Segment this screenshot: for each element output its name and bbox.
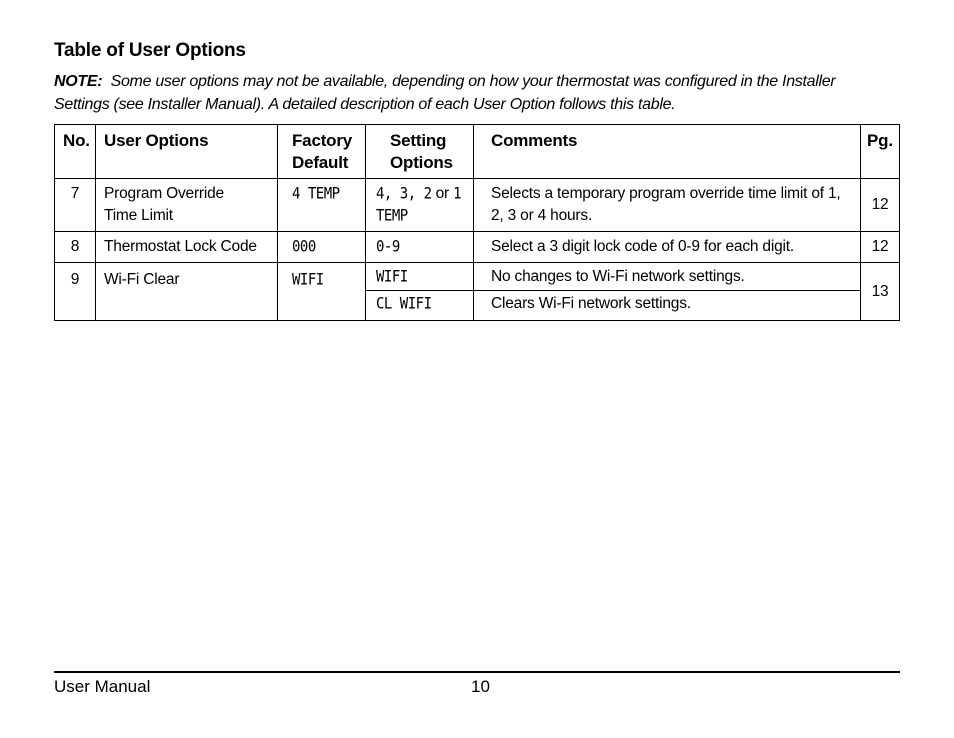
lcd-setting-value: TEMP: [376, 206, 408, 226]
row-factory-default: [278, 232, 366, 263]
row-setting-options: [366, 291, 474, 321]
row-setting-options: [366, 232, 474, 263]
row-option-line2: Time Limit: [104, 207, 173, 224]
table-row: [55, 263, 900, 291]
row-page-ref: 13: [861, 263, 900, 321]
row-factory-default: [278, 263, 366, 321]
lcd-setting-value: CL WIFI: [376, 294, 432, 314]
footer-page-number: 10: [471, 677, 490, 696]
header-factory-line1: Factory: [292, 131, 353, 150]
row-no: 7: [55, 179, 96, 232]
footer-document-name: User Manual: [54, 677, 151, 696]
row-setting-options: [366, 263, 474, 291]
header-pg: Pg.: [861, 125, 900, 179]
header-setting-line2: Options: [390, 153, 453, 172]
table-header-row: [55, 125, 900, 179]
row-user-option: [96, 179, 278, 232]
header-factory-line2: Default: [292, 153, 349, 172]
page-title: Table of User Options: [54, 40, 246, 61]
row-comment: Selects a temporary program override time limit of 1, 2, 3 or 4 hours.: [474, 179, 861, 232]
note-text: Some user options may not be available, depending on how your thermostat was configured in the Installer Settings (see Installer Manual). A detailed description of each User Option follows this table.: [54, 73, 836, 113]
lcd-default-value: WIFI: [292, 270, 324, 290]
header-setting-line1: Setting: [390, 131, 447, 150]
lcd-setting-value: 0-9: [376, 237, 400, 257]
header-no: No.: [55, 125, 96, 179]
row-page-ref: 12: [861, 232, 900, 263]
note-paragraph: [54, 70, 874, 116]
header-comments: Comments: [474, 125, 861, 179]
setting-or-text: or: [435, 185, 450, 202]
row-factory-default: [278, 179, 366, 232]
lcd-setting-value: WIFI: [376, 267, 408, 287]
lcd-default-value: 000: [292, 237, 316, 257]
row-comment: Clears Wi-Fi network settings.: [474, 291, 861, 321]
lcd-default-value: 4 TEMP: [292, 184, 340, 204]
row-no: 8: [55, 232, 96, 263]
row-no: 9: [55, 263, 96, 321]
note-label: NOTE:: [54, 73, 103, 90]
header-user-options: User Options: [96, 125, 278, 179]
row-comment: Select a 3 digit lock code of 0-9 for each digit.: [474, 232, 861, 263]
row-comment: No changes to Wi-Fi network settings.: [474, 263, 861, 291]
row-user-option: Thermostat Lock Code: [96, 232, 278, 263]
footer-divider: [54, 671, 900, 673]
lcd-setting-value: 1: [453, 184, 462, 204]
row-option-line1: Program Override: [104, 185, 224, 202]
row-page-ref: 12: [861, 179, 900, 232]
lcd-setting-value: 4, 3, 2: [376, 184, 432, 204]
user-options-table: [54, 124, 900, 321]
header-setting-options: [366, 125, 474, 179]
row-setting-options: [366, 179, 474, 232]
row-user-option: Wi-Fi Clear: [96, 263, 278, 321]
table-row: [55, 179, 900, 232]
table-row: [55, 232, 900, 263]
header-factory-default: [278, 125, 366, 179]
